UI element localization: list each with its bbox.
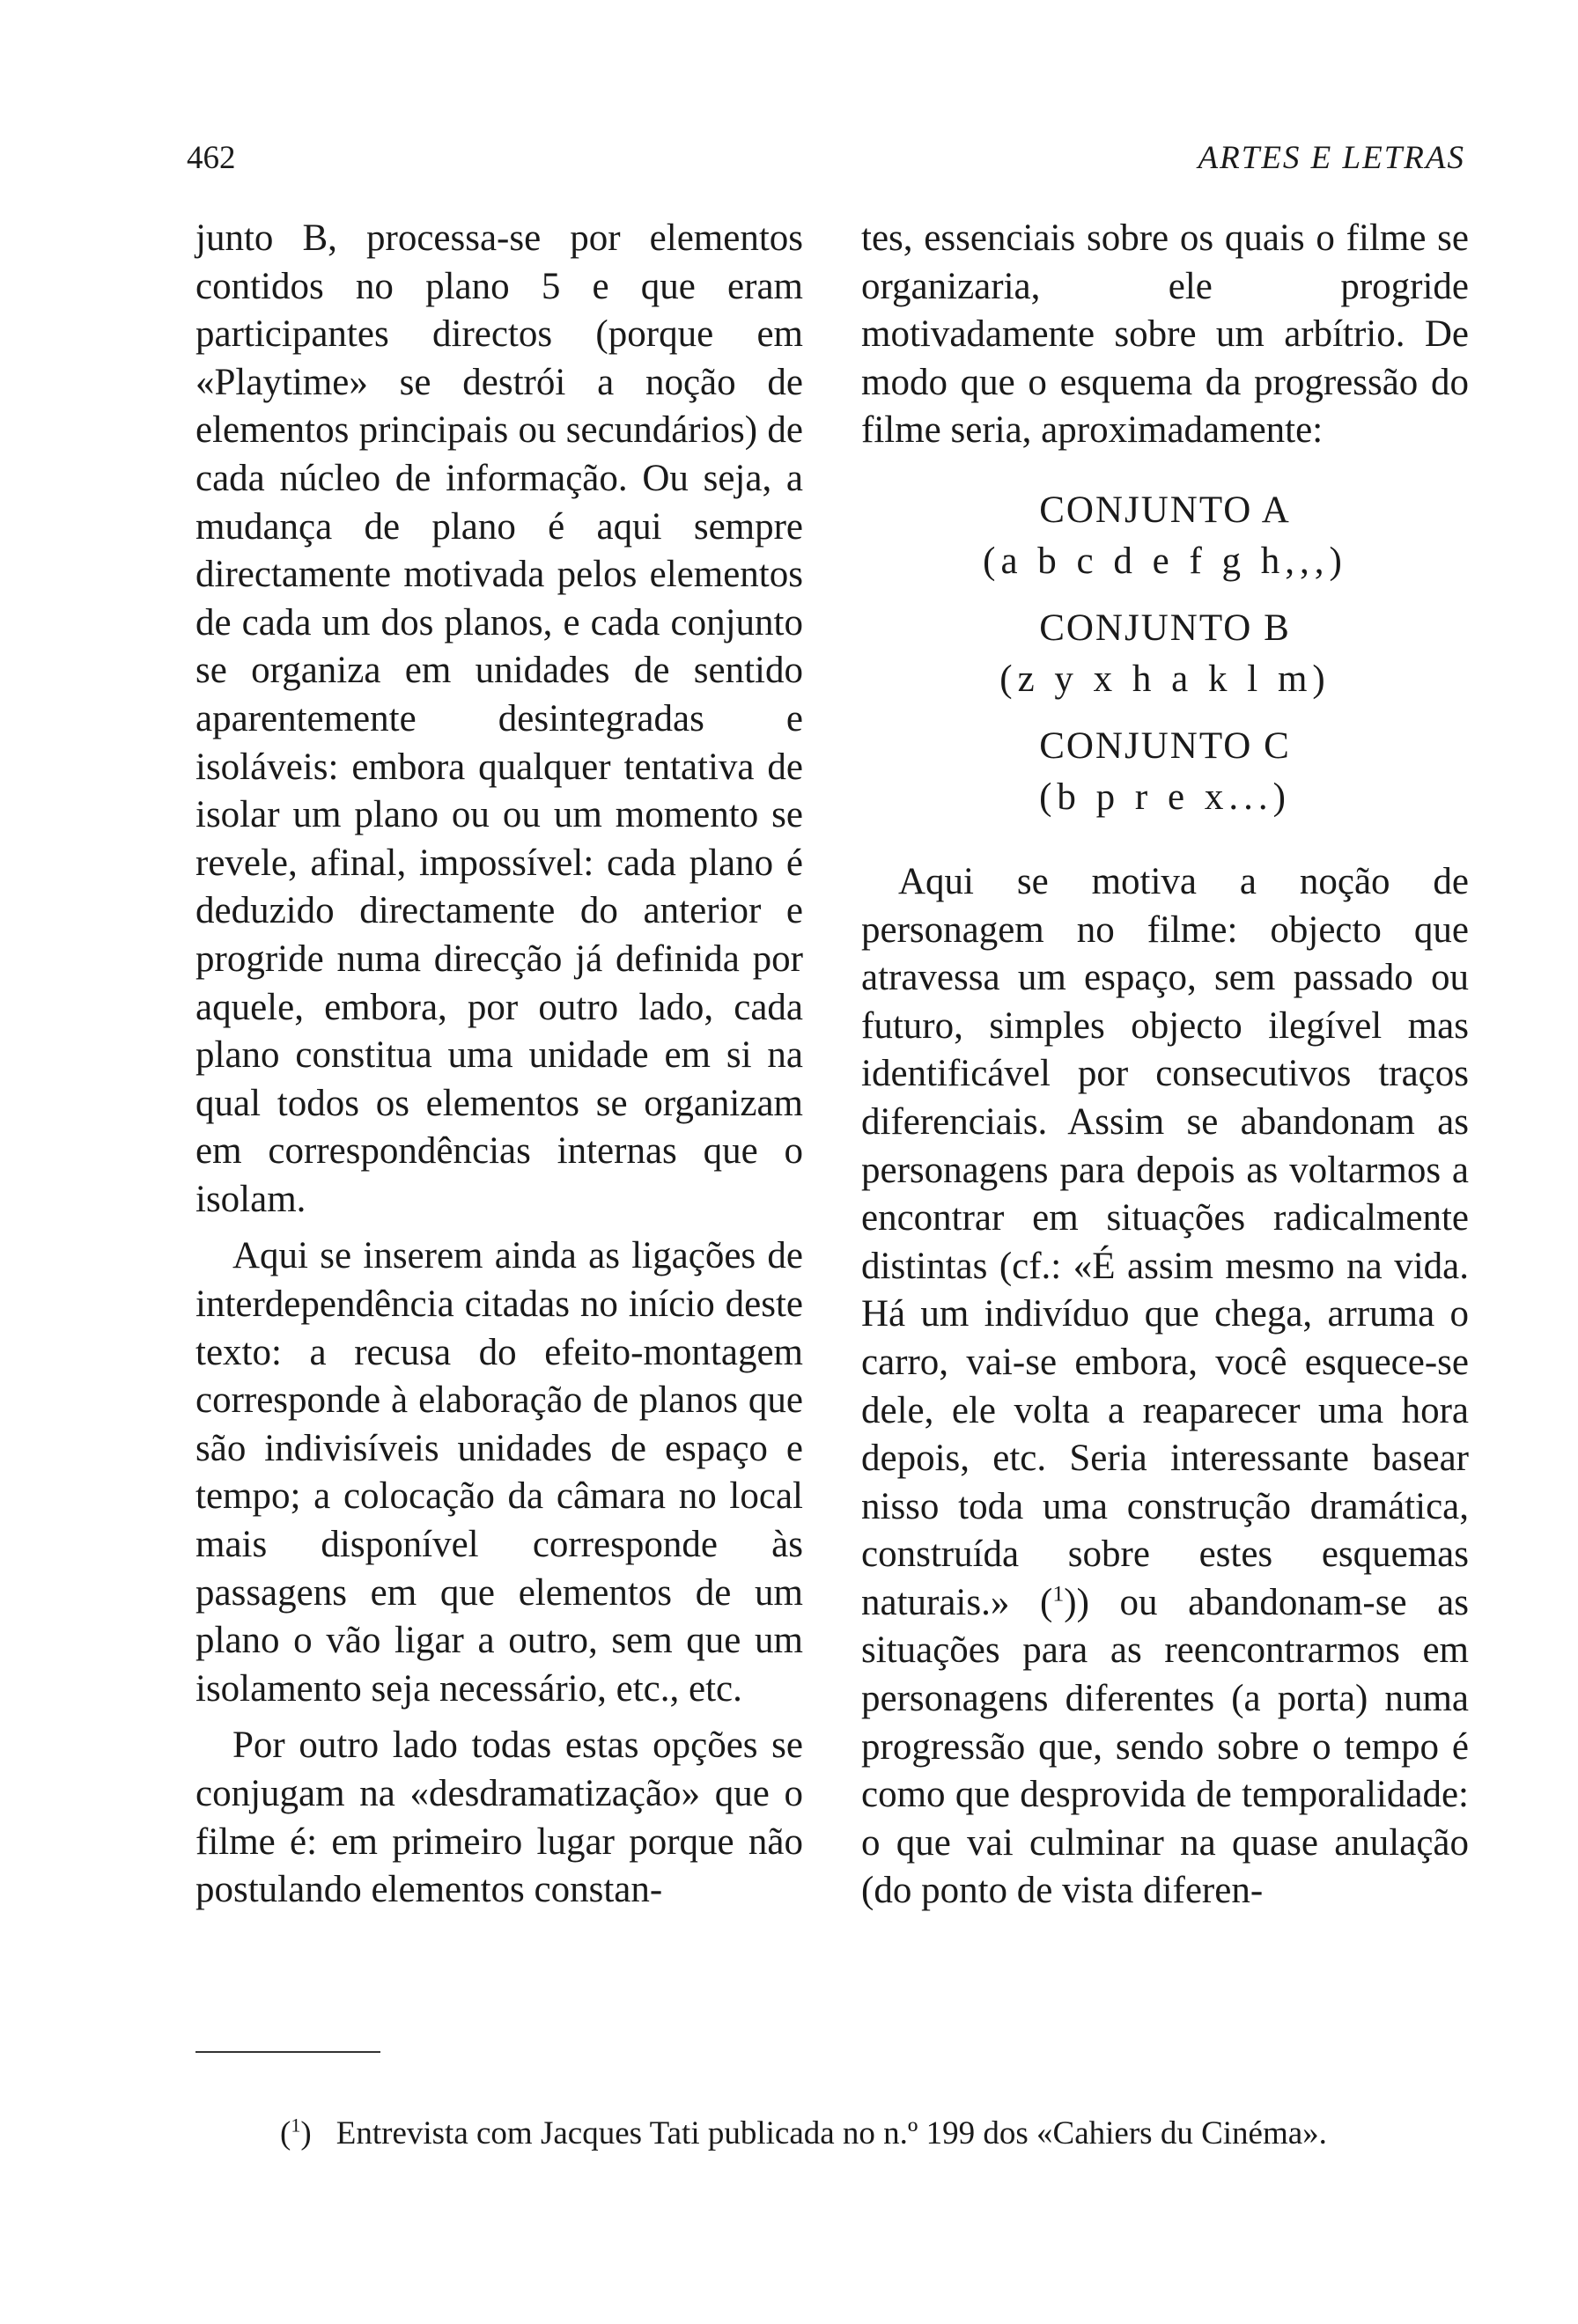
footnote-marker-close: ) (300, 2115, 312, 2151)
progression-schema (861, 485, 1469, 823)
page-number: 462 (187, 140, 236, 176)
paragraph: Aqui se inserem ainda as ligações de interdependência citadas no início deste texto: a recusa do efeito-montagem corresponde à elaboração de planos que são indivisíveis unidades de espaço e tempo; a colocação da câmara no local mais disponível corresponde às passagens em que elementos de um plano o vão ligar a outro, sem que um isolamento seja necessário, etc., etc. (195, 1235, 803, 1710)
left-column (195, 215, 803, 1915)
paragraph: Por outro lado todas estas opções se conjugam na «desdramatização» que o filme é: em primeiro lugar porque não postulando elementos constan- (195, 1725, 803, 1911)
footnote-rule (195, 2051, 380, 2053)
footnote-text: Entrevista com Jacques Tati publicada no n.º 199 dos «Cahiers du Cinéma». (336, 2115, 1327, 2151)
schema-set-elements: (a b c d e f g h,,,) (983, 540, 1347, 582)
schema-set-elements: (z y x h a k l m) (999, 658, 1331, 700)
paragraph (861, 858, 1469, 1916)
footnote-marker (280, 2115, 312, 2151)
footnote-marker-number: 1 (291, 2114, 301, 2136)
schema-set-label: CONJUNTO C (1039, 724, 1291, 767)
paragraph: junto B, processa-se por elementos contidos no plano 5 e que eram participantes directos (porque em «Playtime» se destrói a noção de elementos principais ou secundários) de cada núcleo de informação. Ou seja, a mudança de plano é aqui sempre directamente motivada pelos elementos de cada um dos planos, e cada conjunto se organiza em unidades de sentido aparentemente desintegradas e isoláveis: embora qualquer tentativa de isolar um plano ou ou um momento se revele, afinal, impossível: cada plano é deduzido directamente do anterior e progride numa direcção já definida por aquele, embora, por outro lado, cada plano constitua uma unidade em si na qual todos os elementos se organizam em correspondências internas que o isolam. (195, 217, 803, 1220)
schema-set-label: CONJUNTO B (1039, 607, 1291, 649)
schema-set-elements: (b p r e x...) (1039, 776, 1291, 818)
paragraph-text: Aqui se motiva a noção de personagem no filme: objecto que atravessa um espaço, sem passado ou futuro, simples objecto ilegível mas identificável por consecutivos traços diferenciais. Assim se abandonam as personagens para depois as voltarmos a encontrar em situações radicalmente distintas (cf.: «É assim mesmo na vida. Há um indivíduo que chega, arruma o carro, vai-se embora, você esquece-se dele, ele volta a reaparecer uma hora depois, etc. Seria interessante basear nisso toda uma construção dramática, construída sobre estes esquemas naturais.» ( (861, 860, 1469, 1623)
footnote (280, 2114, 1469, 2153)
footnote-marker-open: ( (280, 2115, 291, 2151)
footnote-reference[interactable]: 1 (1052, 1580, 1065, 1607)
paragraph: tes, essenciais sobre os quais o filme se organizaria, ele progride motivadamente sobre um arbítrio. De modo que o esquema da progressão do filme seria, aproximadamente: (861, 217, 1469, 452)
right-column (861, 215, 1469, 1916)
paragraph-text: )) ou abandonam-se as situações para as reencontrarmos em personagens diferentes (a porta) numa progressão que, sendo sobre o tempo é como que desprovida de temporalidade: o que vai culminar na quase anulação (do ponto de vista diferen- (861, 1581, 1469, 1912)
running-head: ARTES E LETRAS (1198, 140, 1465, 176)
schema-set-label: CONJUNTO A (1039, 489, 1291, 531)
